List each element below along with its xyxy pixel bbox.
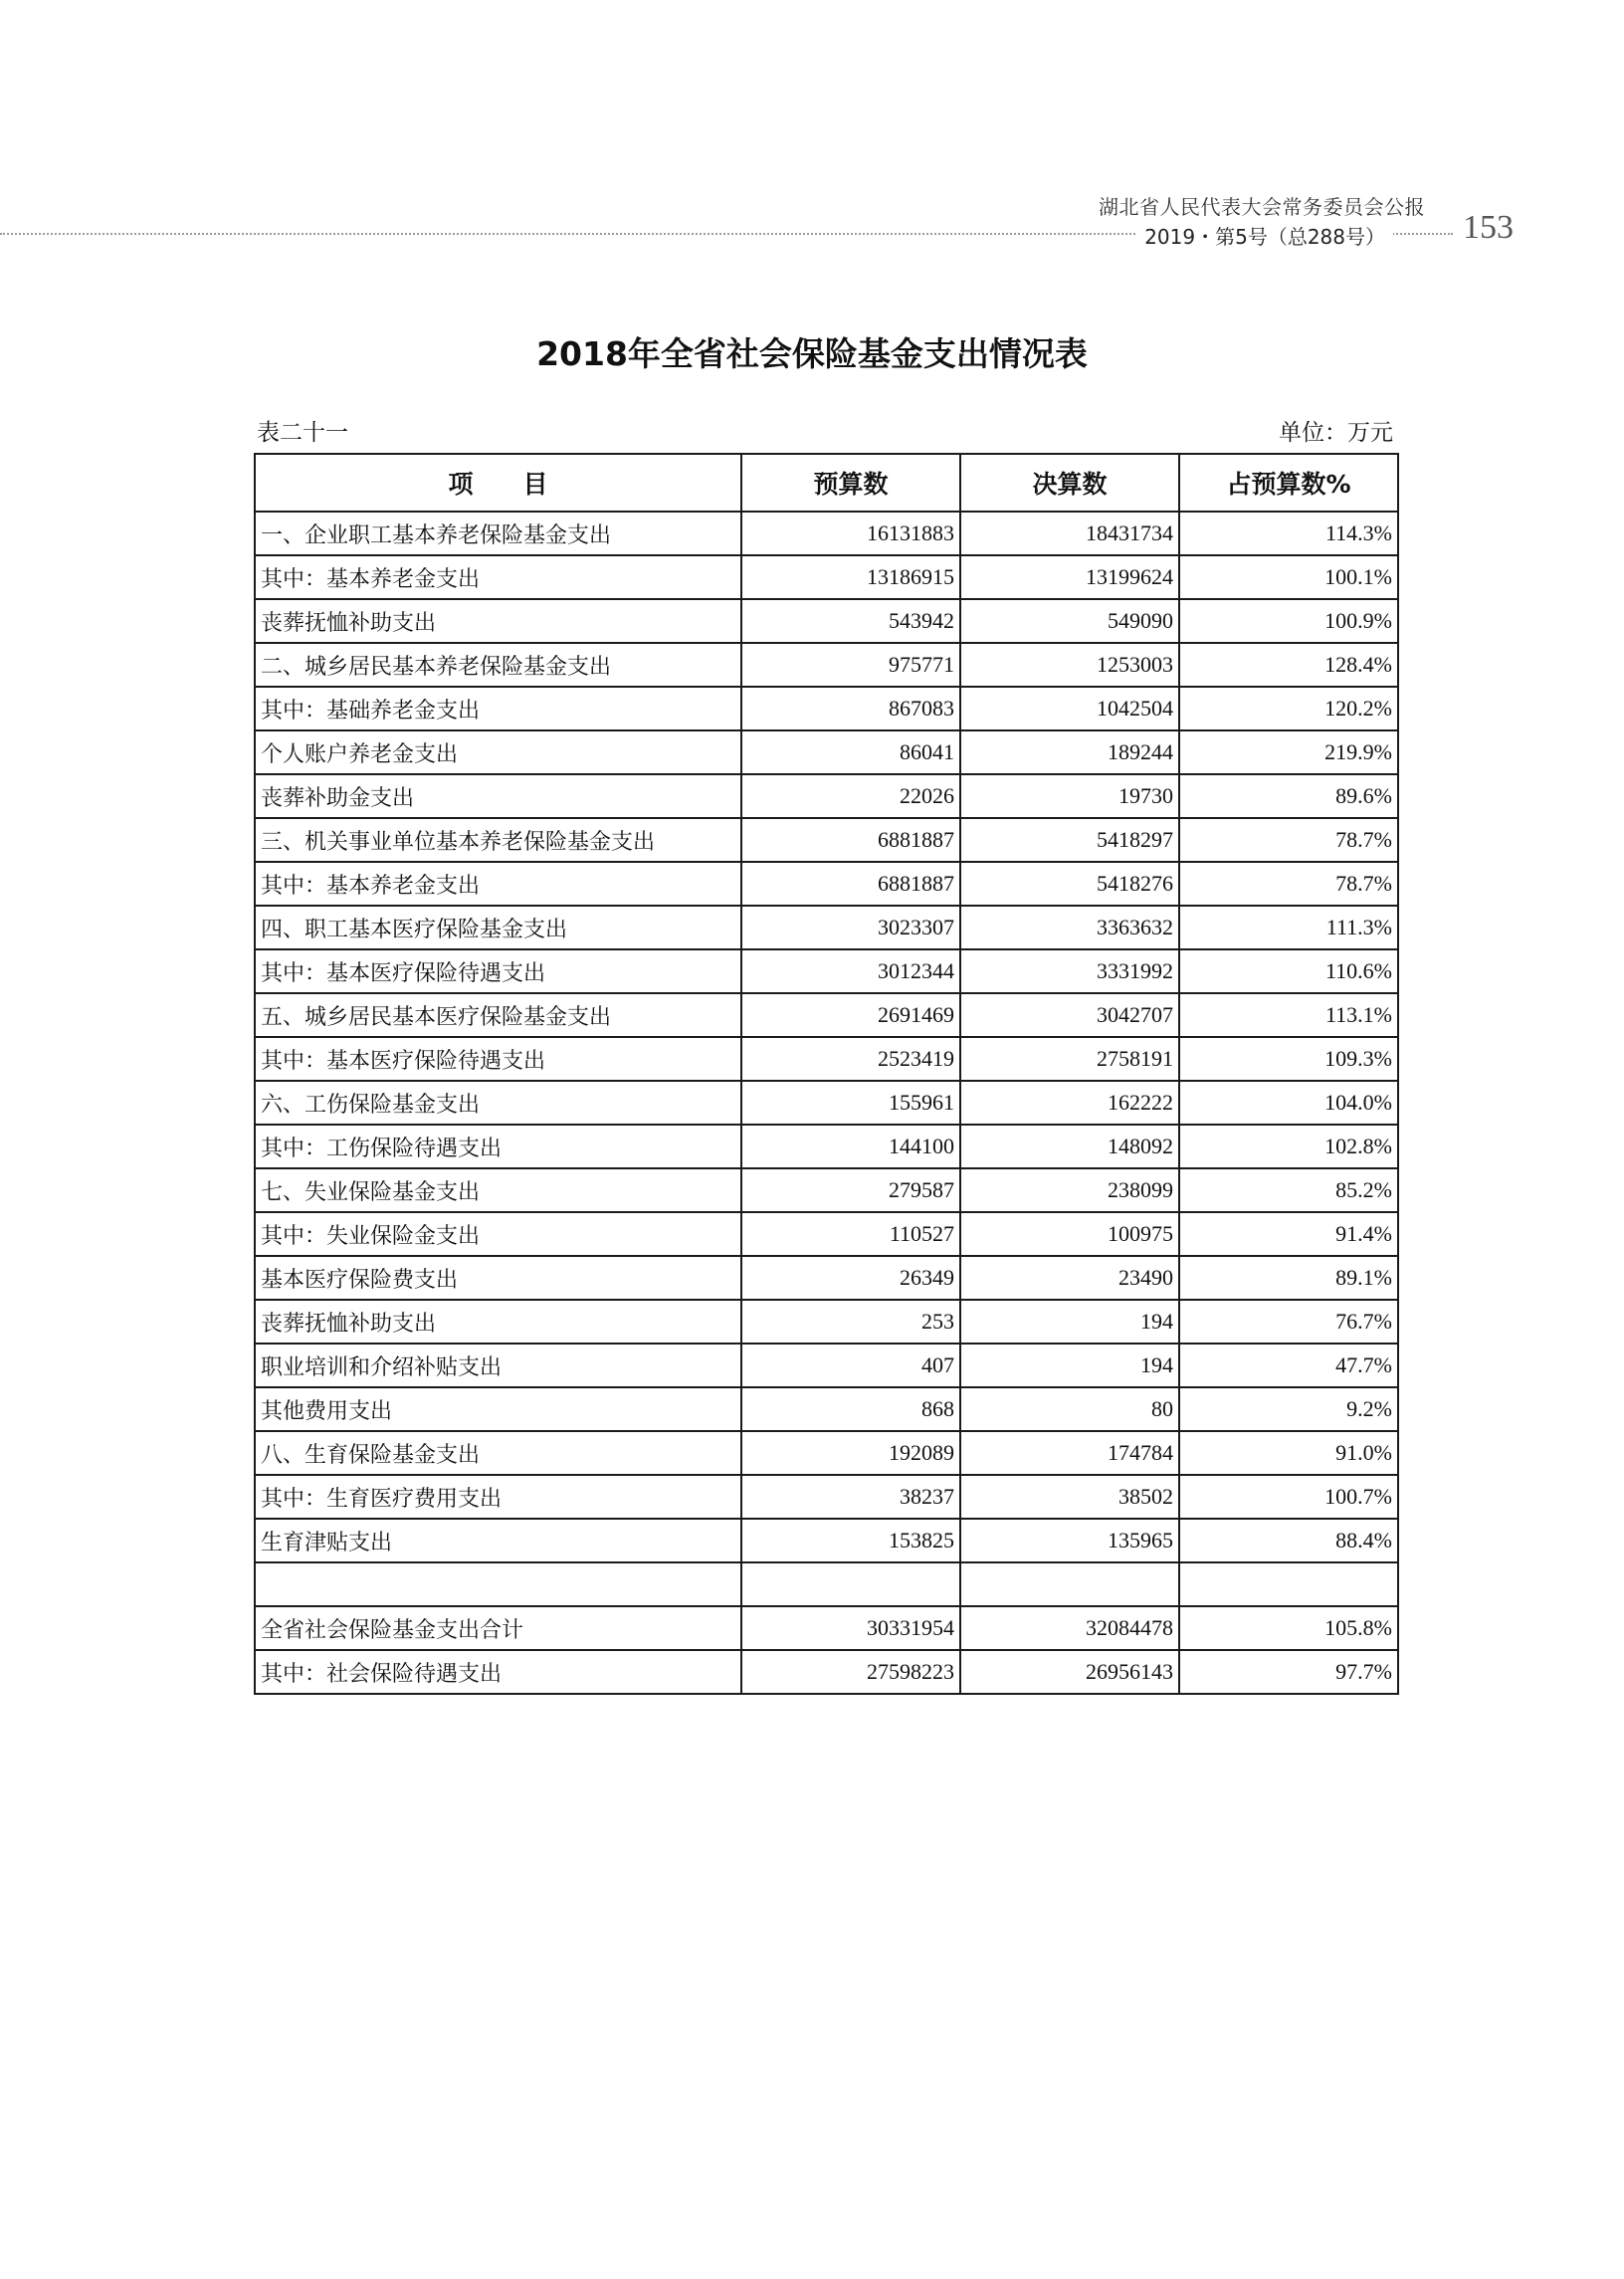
percent-cell: 91.0% [1179,1431,1398,1475]
table-label: 表二十一 [257,420,348,446]
table-row [255,949,1398,993]
budget-cell: 86041 [741,730,960,774]
percent-cell: 105.8% [1179,1606,1398,1650]
item-cell: 其中：基本医疗保险待遇支出 [255,1037,741,1081]
budget-cell: 153825 [741,1519,960,1562]
budget-cell: 110527 [741,1212,960,1256]
percent-cell: 100.9% [1179,599,1398,643]
budget-cell: 543942 [741,599,960,643]
table-row [255,862,1398,906]
budget-cell: 26349 [741,1256,960,1300]
item-cell: 其中：社会保险待遇支出 [255,1650,741,1694]
table-row [255,1168,1398,1212]
percent-cell: 76.7% [1179,1300,1398,1344]
table-row [255,1256,1398,1300]
final-cell: 5418276 [960,862,1179,906]
unit-label: 单位：万元 [1279,420,1393,446]
table-body [255,512,1398,1694]
item-cell: 其中：失业保险金支出 [255,1212,741,1256]
table-header-row [255,454,1398,512]
item-cell: 七、失业保险基金支出 [255,1168,741,1212]
table-row [255,1212,1398,1256]
item-cell: 二、城乡居民基本养老保险基金支出 [255,643,741,687]
final-cell: 162222 [960,1081,1179,1125]
budget-cell: 407 [741,1344,960,1387]
budget-cell: 3012344 [741,949,960,993]
table-row [255,687,1398,730]
budget-cell: 6881887 [741,862,960,906]
column-header-budget: 预算数 [741,454,960,512]
percent-cell: 88.4% [1179,1519,1398,1562]
item-cell: 其他费用支出 [255,1387,741,1431]
percent-cell: 47.7% [1179,1344,1398,1387]
budget-cell: 13186915 [741,555,960,599]
final-cell: 18431734 [960,512,1179,555]
item-cell: 三、机关事业单位基本养老保险基金支出 [255,818,741,862]
budget-cell: 155961 [741,1081,960,1125]
final-cell: 2758191 [960,1037,1179,1081]
item-cell: 八、生育保险基金支出 [255,1431,741,1475]
budget-cell: 2523419 [741,1037,960,1081]
final-cell: 80 [960,1387,1179,1431]
budget-cell: 867083 [741,687,960,730]
budget-cell: 253 [741,1300,960,1344]
table-row [255,1431,1398,1475]
item-cell: 其中：生育医疗费用支出 [255,1475,741,1519]
final-cell: 19730 [960,774,1179,818]
column-header-final: 决算数 [960,454,1179,512]
final-cell: 100975 [960,1212,1179,1256]
item-cell: 全省社会保险基金支出合计 [255,1606,741,1650]
percent-cell: 89.1% [1179,1256,1398,1300]
table-row [255,774,1398,818]
item-cell: 丧葬抚恤补助支出 [255,599,741,643]
final-cell: 13199624 [960,555,1179,599]
budget-cell [741,1562,960,1606]
percent-cell: 100.1% [1179,555,1398,599]
percent-cell [1179,1562,1398,1606]
table-row [255,643,1398,687]
budget-cell: 279587 [741,1168,960,1212]
table-row [255,1081,1398,1125]
final-cell: 1253003 [960,643,1179,687]
final-cell: 148092 [960,1125,1179,1168]
issue-number: 2019・第5号（总288号） [1136,221,1393,250]
table-row [255,1387,1398,1431]
final-cell: 3042707 [960,993,1179,1037]
budget-cell: 38237 [741,1475,960,1519]
item-cell: 生育津贴支出 [255,1519,741,1562]
final-cell: 174784 [960,1431,1179,1475]
final-cell: 194 [960,1344,1179,1387]
budget-cell: 192089 [741,1431,960,1475]
item-cell: 一、企业职工基本养老保险基金支出 [255,512,741,555]
budget-cell: 975771 [741,643,960,687]
page-title: 2018年全省社会保险基金支出情况表 [536,334,1088,373]
final-cell: 549090 [960,599,1179,643]
final-cell: 3363632 [960,906,1179,949]
budget-cell: 27598223 [741,1650,960,1694]
final-cell: 5418297 [960,818,1179,862]
percent-cell: 78.7% [1179,818,1398,862]
percent-cell: 100.7% [1179,1475,1398,1519]
budget-cell: 30331954 [741,1606,960,1650]
final-cell: 32084478 [960,1606,1179,1650]
final-cell: 1042504 [960,687,1179,730]
table-row [255,1037,1398,1081]
table-row [255,1125,1398,1168]
budget-cell: 868 [741,1387,960,1431]
column-header-item: 项 目 [255,454,741,512]
percent-cell: 91.4% [1179,1212,1398,1256]
item-cell: 四、职工基本医疗保险基金支出 [255,906,741,949]
budget-cell: 144100 [741,1125,960,1168]
final-cell [960,1562,1179,1606]
final-cell: 194 [960,1300,1179,1344]
percent-cell: 111.3% [1179,906,1398,949]
percent-cell: 114.3% [1179,512,1398,555]
table-row [255,906,1398,949]
budget-cell: 2691469 [741,993,960,1037]
budget-cell: 3023307 [741,906,960,949]
item-cell: 其中：基础养老金支出 [255,687,741,730]
final-cell: 26956143 [960,1650,1179,1694]
table-row [255,1606,1398,1650]
item-cell: 其中：基本养老金支出 [255,862,741,906]
item-cell: 六、工伤保险基金支出 [255,1081,741,1125]
percent-cell: 120.2% [1179,687,1398,730]
item-cell: 其中：工伤保险待遇支出 [255,1125,741,1168]
percent-cell: 113.1% [1179,993,1398,1037]
item-cell: 其中：基本养老金支出 [255,555,741,599]
final-cell: 135965 [960,1519,1179,1562]
final-cell: 238099 [960,1168,1179,1212]
table-row [255,1650,1398,1694]
percent-cell: 104.0% [1179,1081,1398,1125]
table-row [255,1300,1398,1344]
percent-cell: 219.9% [1179,730,1398,774]
item-cell: 其中：基本医疗保险待遇支出 [255,949,741,993]
table-row [255,1519,1398,1562]
budget-cell: 22026 [741,774,960,818]
percent-cell: 97.7% [1179,1650,1398,1694]
table-row [255,555,1398,599]
final-cell: 3331992 [960,949,1179,993]
item-cell: 丧葬抚恤补助支出 [255,1300,741,1344]
table-row [255,993,1398,1037]
journal-name: 湖北省人民代表大会常务委员会公报 [1099,195,1425,219]
percent-cell: 85.2% [1179,1168,1398,1212]
item-cell: 五、城乡居民基本医疗保险基金支出 [255,993,741,1037]
percent-cell: 9.2% [1179,1387,1398,1431]
item-cell [255,1562,741,1606]
item-cell: 职业培训和介绍补贴支出 [255,1344,741,1387]
final-cell: 38502 [960,1475,1179,1519]
percent-cell: 89.6% [1179,774,1398,818]
percent-cell: 109.3% [1179,1037,1398,1081]
final-cell: 189244 [960,730,1179,774]
page-number: 153 [1459,209,1514,247]
percent-cell: 110.6% [1179,949,1398,993]
budget-cell: 6881887 [741,818,960,862]
item-cell: 个人账户养老金支出 [255,730,741,774]
table-row [255,1562,1398,1606]
table-row [255,599,1398,643]
table-row [255,1344,1398,1387]
table-row [255,1475,1398,1519]
budget-cell: 16131883 [741,512,960,555]
percent-cell: 128.4% [1179,643,1398,687]
table-row [255,512,1398,555]
final-cell: 23490 [960,1256,1179,1300]
item-cell: 基本医疗保险费支出 [255,1256,741,1300]
table-row [255,818,1398,862]
item-cell: 丧葬补助金支出 [255,774,741,818]
percent-cell: 102.8% [1179,1125,1398,1168]
percent-cell: 78.7% [1179,862,1398,906]
column-header-percent: 占预算数% [1179,454,1398,512]
expenditure-table [254,453,1399,1695]
table-row [255,730,1398,774]
